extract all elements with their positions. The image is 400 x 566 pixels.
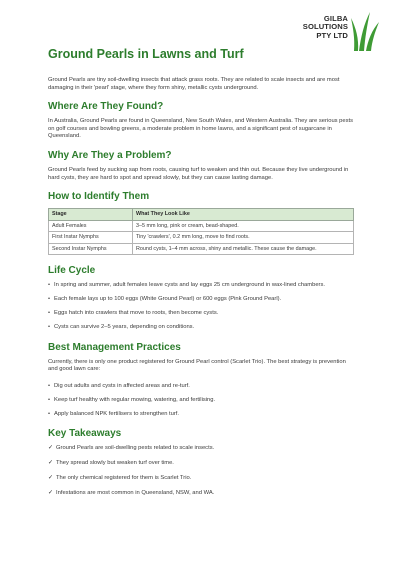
list-item: ✓ The only chemical registered for them is Scarlet Trio. bbox=[48, 475, 192, 482]
list-item: • Each female lays up to 100 eggs (White Ground Pearl) or 600 eggs (Pink Ground Pearl). bbox=[48, 296, 282, 303]
intro-paragraph: Ground Pearls are tiny soil-dwelling insects that attack grass roots. They are related to scale insects and are most damaging in their 'pearl' stage, where they form shiny, metallic cysts underground. bbox=[48, 77, 340, 91]
lifecycle-list bbox=[48, 282, 354, 331]
checkmark-icon: ✓ bbox=[48, 475, 53, 482]
bullet-icon: • bbox=[48, 324, 51, 331]
table-row bbox=[49, 232, 354, 244]
table-row bbox=[49, 243, 354, 255]
table-cell-appearance: Round cysts, 1–4 mm across, shiny and metallic. These cause the damage. bbox=[133, 243, 354, 255]
list-item: ✓ Infestations are most common in Queensland, NSW, and WA. bbox=[48, 490, 215, 497]
bullet-icon: • bbox=[48, 410, 51, 417]
table-cell-appearance: Tiny 'crawlers', 0.2 mm long, move to find roots. bbox=[133, 232, 354, 244]
table-cell-appearance: 3–5 mm long, pink or cream, bead-shaped. bbox=[133, 220, 354, 232]
identify-heading: How to Identify Them bbox=[48, 191, 150, 203]
list-item: • Apply balanced NPK fertilisers to strengthen turf. bbox=[48, 410, 180, 417]
identification-table bbox=[48, 208, 354, 255]
list-item: • Dig out adults and cysts in affected areas and re-turf. bbox=[48, 382, 190, 389]
list-item: • Eggs hatch into crawlers that move to roots, then become cysts. bbox=[48, 310, 219, 317]
bullet-icon: • bbox=[48, 382, 51, 389]
table-cell-stage: Adult Females bbox=[49, 220, 133, 232]
logo-line-2: SOLUTIONS bbox=[302, 22, 348, 32]
table-header-stage: Stage bbox=[49, 209, 133, 221]
list-item: • Keep turf healthy with regular mowing, watering, and fertilising. bbox=[48, 396, 216, 403]
table-header-appearance: What They Look Like bbox=[133, 209, 354, 221]
table-cell-stage: Second Instar Nymphs bbox=[49, 243, 133, 255]
bullet-icon: • bbox=[48, 296, 51, 303]
list-item: ✓ Ground Pearls are soil-dwelling pests related to scale insects. bbox=[48, 445, 215, 452]
logo-wordmark bbox=[264, 15, 348, 40]
table-row bbox=[49, 220, 354, 232]
checkmark-icon: ✓ bbox=[48, 490, 53, 497]
logo-line-1: GILBA bbox=[323, 14, 348, 23]
management-paragraph: Currently, there is only one product registered for Ground Pearl control (Scarlet Trio). The best strategy is prevention and good lawn care: bbox=[48, 358, 346, 373]
page-title: Ground Pearls in Lawns and Turf bbox=[48, 47, 244, 61]
problem-paragraph: Ground Pearls feed by sucking sap from roots, causing turf to weaken and thin out. Because they live underground in hard cysts, they are hard to spot and spread slowly, but they can cause lasting damage. bbox=[48, 166, 349, 181]
table-header-row bbox=[49, 209, 354, 221]
bullet-icon: • bbox=[48, 310, 51, 317]
bullet-icon: • bbox=[48, 396, 51, 403]
table-cell-stage: First Instar Nymphs bbox=[49, 232, 133, 244]
takeaways-list bbox=[48, 445, 354, 497]
takeaways-heading: Key Takeaways bbox=[48, 428, 122, 440]
logo-line-3: PTY LTD bbox=[316, 30, 348, 40]
problem-heading: Why Are They a Problem? bbox=[48, 149, 172, 161]
where-paragraph: In Australia, Ground Pearls are found in Queensland, New South Wales, and Western Australia. They are serious pests on golf courses and bowling greens, a moderate problem in home lawns, and a significant pest of sugarcane in Queensland. bbox=[48, 118, 354, 140]
checkmark-icon: ✓ bbox=[48, 445, 53, 452]
management-heading: Best Management Practices bbox=[48, 341, 181, 353]
main-content bbox=[48, 47, 354, 505]
list-item: • In spring and summer, adult females leave cysts and lay eggs 25 cm underground in wax-lined chambers. bbox=[48, 282, 325, 289]
where-heading: Where Are They Found? bbox=[48, 101, 164, 113]
bullet-icon: • bbox=[48, 282, 51, 289]
grass-logo-icon bbox=[350, 10, 380, 52]
management-list bbox=[48, 383, 354, 418]
checkmark-icon: ✓ bbox=[48, 460, 53, 467]
list-item: ✓ They spread slowly but weaken turf over time. bbox=[48, 460, 174, 467]
lifecycle-heading: Life Cycle bbox=[48, 265, 96, 277]
list-item: • Cysts can survive 2–5 years, depending on conditions. bbox=[48, 324, 195, 331]
